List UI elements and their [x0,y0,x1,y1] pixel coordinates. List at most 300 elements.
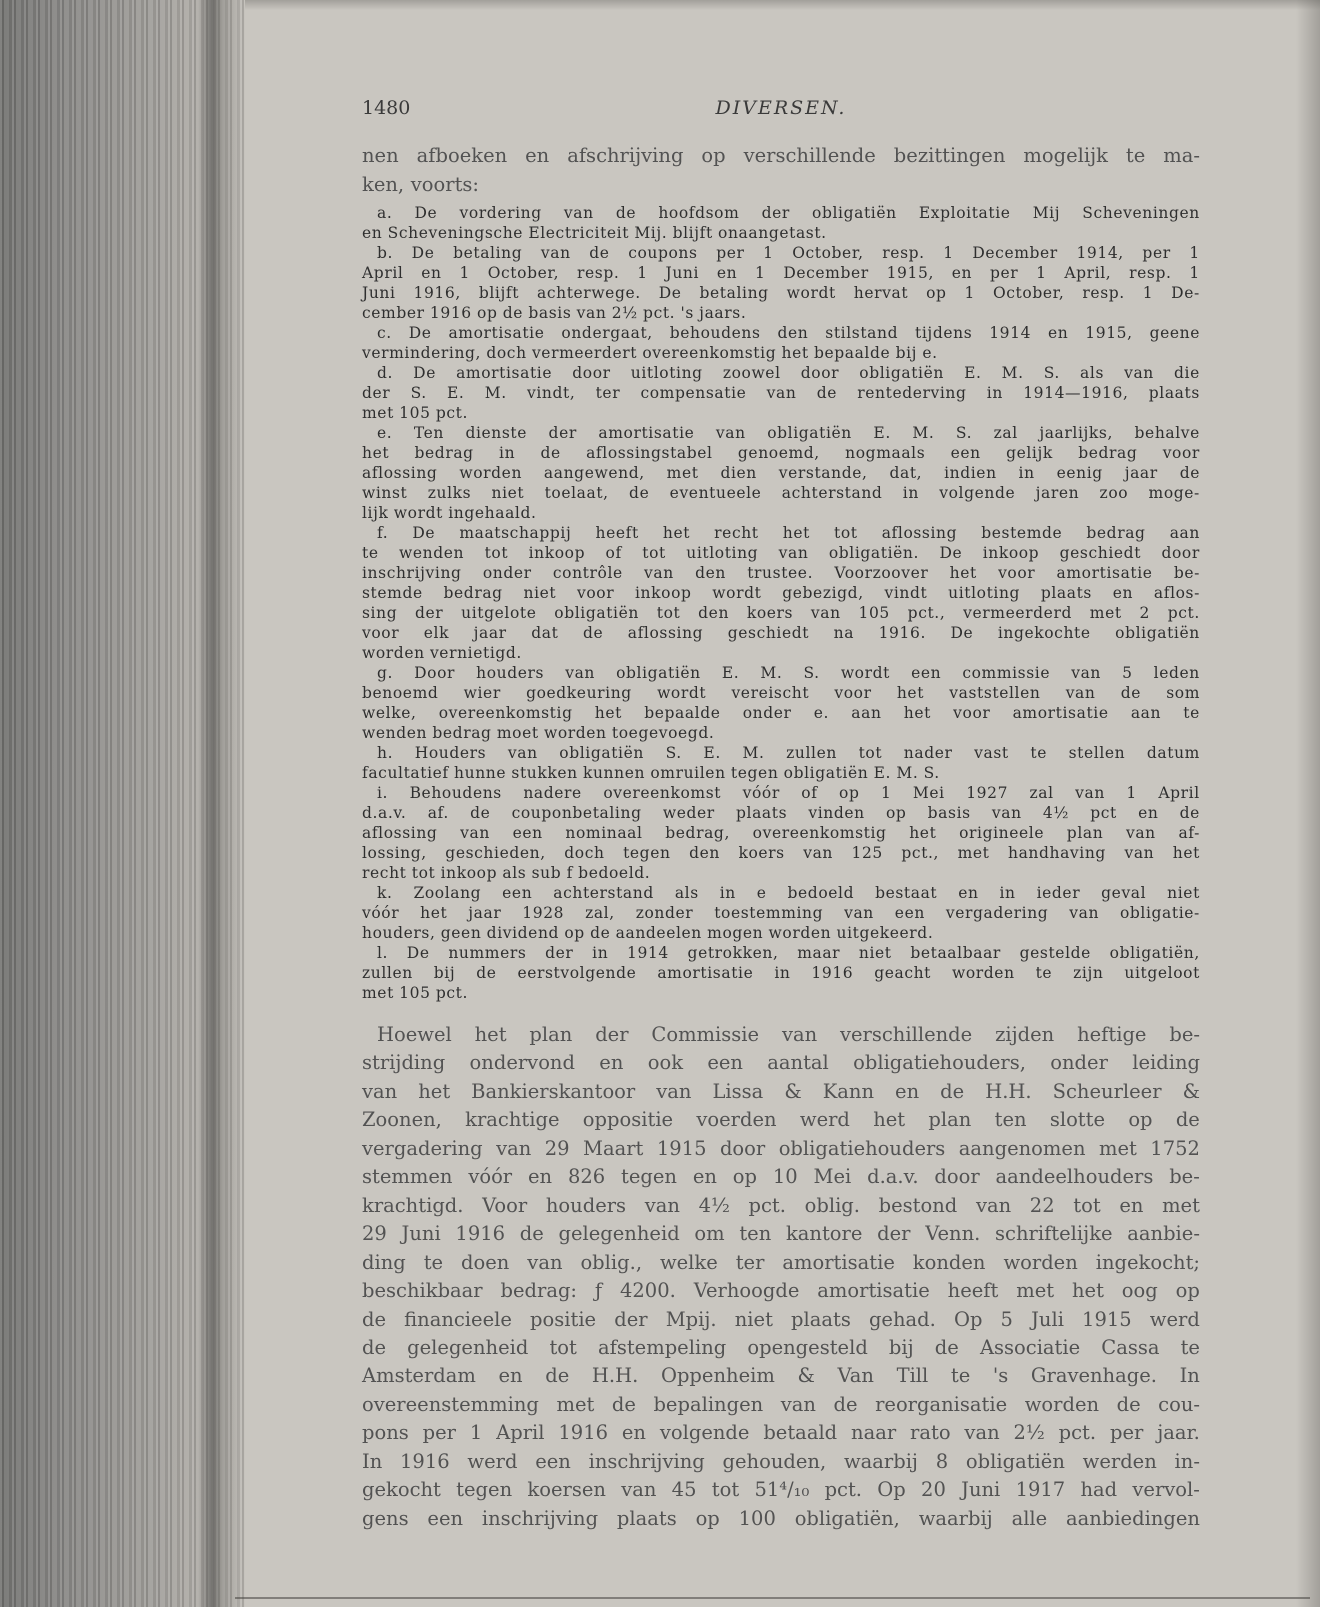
word: en [525,144,550,167]
word: op [701,144,726,167]
word: van [527,1250,563,1274]
word: volgende [659,1421,750,1445]
word: van [964,1421,1000,1445]
provision-line [362,723,1200,743]
word: zal [993,424,1018,442]
word: van [507,744,538,762]
word: 5 [1000,1307,1013,1331]
word: de [590,924,611,942]
word: ondervond [469,1051,575,1075]
word: Exploitatie [918,204,1011,222]
provisions-list [362,203,1200,1003]
word: obligatiën, [1109,944,1200,962]
word: met [362,404,394,422]
provision-line [362,943,1200,963]
word: niet [523,584,557,602]
word: nogmaals [845,444,926,462]
provision-line [362,863,1200,883]
word: aangenomen [958,1136,1086,1160]
word: van [1065,684,1096,702]
word: 's [992,1364,1009,1388]
word: zullen [786,744,837,762]
word: per [1142,244,1171,262]
word: met [362,984,394,1002]
word: De [939,544,963,562]
word: per [989,264,1019,282]
word: en [895,1079,920,1103]
word: vindt, [526,384,576,402]
word: 1917 [1015,1478,1066,1502]
word: worden [459,464,523,482]
word: waarbij [843,1449,918,1473]
word: October, [487,264,560,282]
word: overeenkomstig [752,824,887,842]
word: obligatiën [559,744,644,762]
word: 1916 [811,964,854,982]
word: omruilen [650,764,726,782]
word: pct. [643,304,676,322]
word: bezittingen [893,144,1006,167]
word: bedrag [443,584,503,602]
word: op [564,924,585,942]
word: Scheveningsche [387,224,524,242]
word: in [902,484,919,502]
word: wenden [399,544,465,562]
word: amortisatie [598,424,695,442]
word: worden [768,924,832,942]
word: het [474,1023,507,1046]
word: b. [377,244,394,262]
word: der [545,944,574,962]
word: inschrijving [588,1449,705,1473]
word: verschillende [743,144,876,167]
word: Verhoogde [693,1279,800,1303]
word: plaats [791,1307,851,1331]
word: 105 [399,404,431,422]
word: van [1124,364,1154,382]
word: moge- [1148,484,1200,502]
word: H.H. [985,1079,1032,1103]
body-line [362,1049,1200,1077]
word: De [413,364,436,382]
word: De [406,944,430,962]
word: ƒ [594,1279,603,1303]
word: Mpij. [665,1307,717,1331]
word: wier [463,684,501,702]
word: 826 [567,1165,606,1189]
word: coupons [628,244,698,262]
word: een [950,444,981,462]
provision-line [362,663,1200,683]
word: kantore [785,1222,863,1246]
word: stukken [511,764,578,782]
word: houders [545,1193,627,1217]
word: bedoeld [787,884,855,902]
word: door [572,364,611,382]
word: 1916 [558,1421,609,1445]
word: plan [928,1108,972,1132]
word: obligatiën, [794,1506,900,1530]
word: door [934,1165,980,1189]
word: in [999,884,1016,902]
word: 1914, [1076,244,1124,262]
word: ten [739,1222,772,1246]
word: stemmen [362,1165,453,1189]
word: 125 [851,844,883,862]
word: af. [427,804,449,822]
word: M. [484,384,507,402]
word: waarbij [918,1506,993,1530]
word: achterstand [781,484,883,502]
provision-line [362,383,1200,403]
word: nummers [448,944,527,962]
word: 4½ [698,1193,730,1217]
word: cember [362,304,425,322]
word: worden [951,964,1015,982]
word: 1 [943,244,954,262]
word: met [666,464,699,482]
word: overeenkomstig [642,344,777,362]
provision-line [362,423,1200,443]
word: 1 [459,264,470,282]
word: resp. [882,244,925,262]
word: de [545,1364,570,1388]
word: M. [742,744,765,762]
word: de [1179,804,1200,822]
word: ma- [1163,144,1200,167]
word: te [362,544,379,562]
word: amortisatie [782,1250,895,1274]
word: 51⁴/₁₀ [754,1478,810,1502]
body-line [362,1106,1200,1134]
word: uitgeloot [1124,964,1200,982]
word: 100 [738,1506,776,1530]
word: of [605,544,622,562]
word: recht [362,864,407,882]
word: De [412,524,436,542]
word: de [615,204,637,222]
body-line [362,1391,1200,1419]
word: werd [799,1108,850,1132]
word: te [423,1250,444,1274]
word: vóór [742,784,780,802]
word: per [716,244,745,262]
word: een [427,1506,464,1530]
word: doen [461,1250,510,1274]
word: 1 [637,264,648,282]
word: pct. [1058,1421,1097,1445]
word: met [1162,1193,1200,1217]
word: k. [377,884,393,902]
word: 1914—1916, [1023,384,1129,402]
word: betaling [699,284,769,302]
word: 1 [1142,284,1154,302]
word: & [797,1364,815,1388]
word: mogelijk [1023,144,1108,167]
word: en [951,264,973,282]
word: der [761,204,790,222]
body-paragraph [362,1021,1200,1533]
word: In [362,1449,383,1473]
word: tegen [730,764,779,782]
word: onder [1050,1051,1108,1075]
word: naar [851,1421,897,1445]
word: 1 [1126,784,1137,802]
word: 2½ [1013,1421,1045,1445]
provision-line [362,443,1200,463]
word: rentederving [857,384,967,402]
word: April [496,1421,545,1445]
word: overeenkomstig [438,704,573,722]
word: tot [1073,1193,1101,1217]
provision-line [362,543,1200,563]
word: facultatief [362,764,449,782]
word: Amsterdam [362,1364,476,1388]
word: zijn [1073,964,1104,982]
provision-line [362,583,1200,603]
word: 4½ [1042,804,1069,822]
word: 1915, [1085,324,1133,342]
word: De [950,624,974,642]
word: April [362,264,404,282]
provision-line [362,903,1200,923]
word: met [1089,604,1122,622]
word: den [695,564,726,582]
provision-line [362,403,1200,423]
word: obligatiën [812,204,897,222]
word: eenig [1056,464,1103,482]
word: aflossingstabel [586,444,713,462]
word: de [816,384,837,402]
word: amortisatie [1012,704,1109,722]
word: Voorzoover [834,564,929,582]
word: vóór [362,904,400,922]
word: eerstvolgende [517,964,637,982]
word: basis [528,304,572,322]
word: der [595,1023,629,1046]
word: Voor [482,1193,528,1217]
word: 2½ [611,304,638,322]
word: te [1183,704,1200,722]
word: bepaalde [813,344,891,362]
word: De [411,244,435,262]
word: vindt [884,584,928,602]
word: zijden [995,1023,1055,1046]
word: voor [1162,444,1200,462]
word: van [1124,844,1155,862]
word: Juni [362,284,396,302]
word: het [362,444,390,462]
word: wordt [657,684,707,702]
word: bij [888,1335,914,1359]
word: inkoop [528,544,586,562]
word: uitgelote [461,604,537,622]
word: obligatiehouders, [853,1051,1026,1075]
word: voor [834,684,872,702]
word: met [556,1392,595,1416]
body-line [362,1078,1200,1106]
word: die [1174,364,1200,382]
word: plan [529,1023,573,1046]
word: contrôle [552,564,623,582]
word: van [975,1193,1012,1217]
word: volgende [939,484,1016,502]
word: mogen [707,924,764,942]
word: resp. [1129,264,1172,282]
body-line [362,1135,1200,1163]
word: de [1120,684,1141,702]
word: voor [577,584,615,602]
word: het [1071,1279,1104,1303]
word: geacht [874,964,932,982]
provision-line [362,683,1200,703]
word: obligatiehouders [778,1136,946,1160]
word: vóór [468,1165,513,1189]
page-top-shadow [245,0,1320,10]
word: toelaat, [544,484,609,502]
word: resp. [577,264,620,282]
word: de [589,244,610,262]
word: geen [440,924,482,942]
word: en [599,1051,624,1075]
word: worden [1003,1250,1078,1274]
word: nen [362,144,399,167]
word: worden [362,644,425,662]
word: van [803,844,833,862]
word: inschrijving [362,564,462,582]
word: het [782,524,810,542]
word: afstempeling [597,1335,727,1359]
word: ingekocht; [1095,1250,1200,1274]
word: plaats [1148,384,1200,402]
word: uitgekeerd. [836,924,934,942]
word: het [594,704,622,722]
body-line [362,1306,1200,1334]
word: te [1035,964,1053,982]
word: en [527,1165,553,1189]
word: 29 [362,1222,387,1246]
provision-line [362,623,1200,643]
word: heeft [947,1279,999,1303]
word: de [629,484,650,502]
provision-line [362,283,1200,303]
word: be- [1169,1165,1200,1189]
word: 1 [880,784,892,802]
word: het [662,524,691,542]
word: obligatiën [783,764,869,782]
word: Op [953,1307,983,1331]
word: en [1047,324,1069,342]
word: 1 [1036,264,1047,282]
body-line [362,1505,1200,1533]
word: bestaat [875,884,938,902]
word: van [1075,784,1105,802]
word: e [756,884,767,902]
word: wordt [393,504,443,522]
word: gehouden, [722,1449,827,1473]
word: voerden [696,1108,777,1132]
word: krachtige [465,1108,560,1132]
word: sing [362,604,398,622]
word: de [1175,1108,1200,1132]
word: gestelde [1019,944,1091,962]
word: te [1125,144,1146,167]
word: doch [564,844,605,862]
word: S. [410,384,427,402]
word: l. [377,944,389,962]
word: vaststellen [949,684,1041,702]
word: H.H. [591,1364,639,1388]
word: in [986,384,1003,402]
word: af- [1178,824,1200,842]
provision-line [362,363,1200,383]
word: c. [377,324,392,342]
word: bedrag, [665,824,730,842]
word: stemde [362,584,423,602]
word: 5 [1122,664,1133,682]
word: per [422,1421,457,1445]
word: f [566,864,573,882]
word: winst [362,484,408,502]
provision-line [362,963,1200,983]
word: slotte [1049,1108,1106,1132]
word: van [991,804,1022,822]
word: g. [377,664,394,682]
word: obligatiën [965,1449,1065,1473]
word: van [781,1023,818,1046]
word: verstande, [778,464,868,482]
word: van [565,664,595,682]
word: 1 [469,1421,483,1445]
word: handhaving [1007,844,1106,862]
word: Scheurleer [1052,1079,1162,1103]
word: reorganisatie [875,1392,1008,1416]
word: welke, [362,704,417,722]
word: het [1172,844,1200,862]
word: October, [992,284,1065,302]
word: e. [813,704,830,722]
word: Juni [961,1478,1001,1502]
word: en [1112,584,1134,602]
word: & [784,1079,802,1103]
body-line [362,1249,1200,1277]
word: 1915, [886,264,934,282]
word: ingehaald. [448,504,537,522]
word: overeenkomst [603,784,722,802]
word: 29 [544,1136,570,1160]
word: April [1158,784,1200,802]
word: overeenstemming [362,1392,539,1416]
word: aandeelhouders [995,1165,1154,1189]
word: M. [912,424,935,442]
word: Ten [413,424,444,442]
word: 1 [763,244,774,262]
word: verschillende [840,1023,973,1046]
word: het [909,824,937,842]
word: e. [922,344,938,362]
provision-line [362,763,1200,783]
word: vermeerderd [963,604,1072,622]
word: der [415,604,444,622]
word: het [949,564,977,582]
word: eventueele [669,484,762,502]
word: ook [647,1051,684,1075]
word: met [1016,1279,1055,1303]
word: ter [595,384,621,402]
word: Till [896,1364,929,1388]
word: niet [858,944,892,962]
word: ingekochte [997,624,1091,642]
